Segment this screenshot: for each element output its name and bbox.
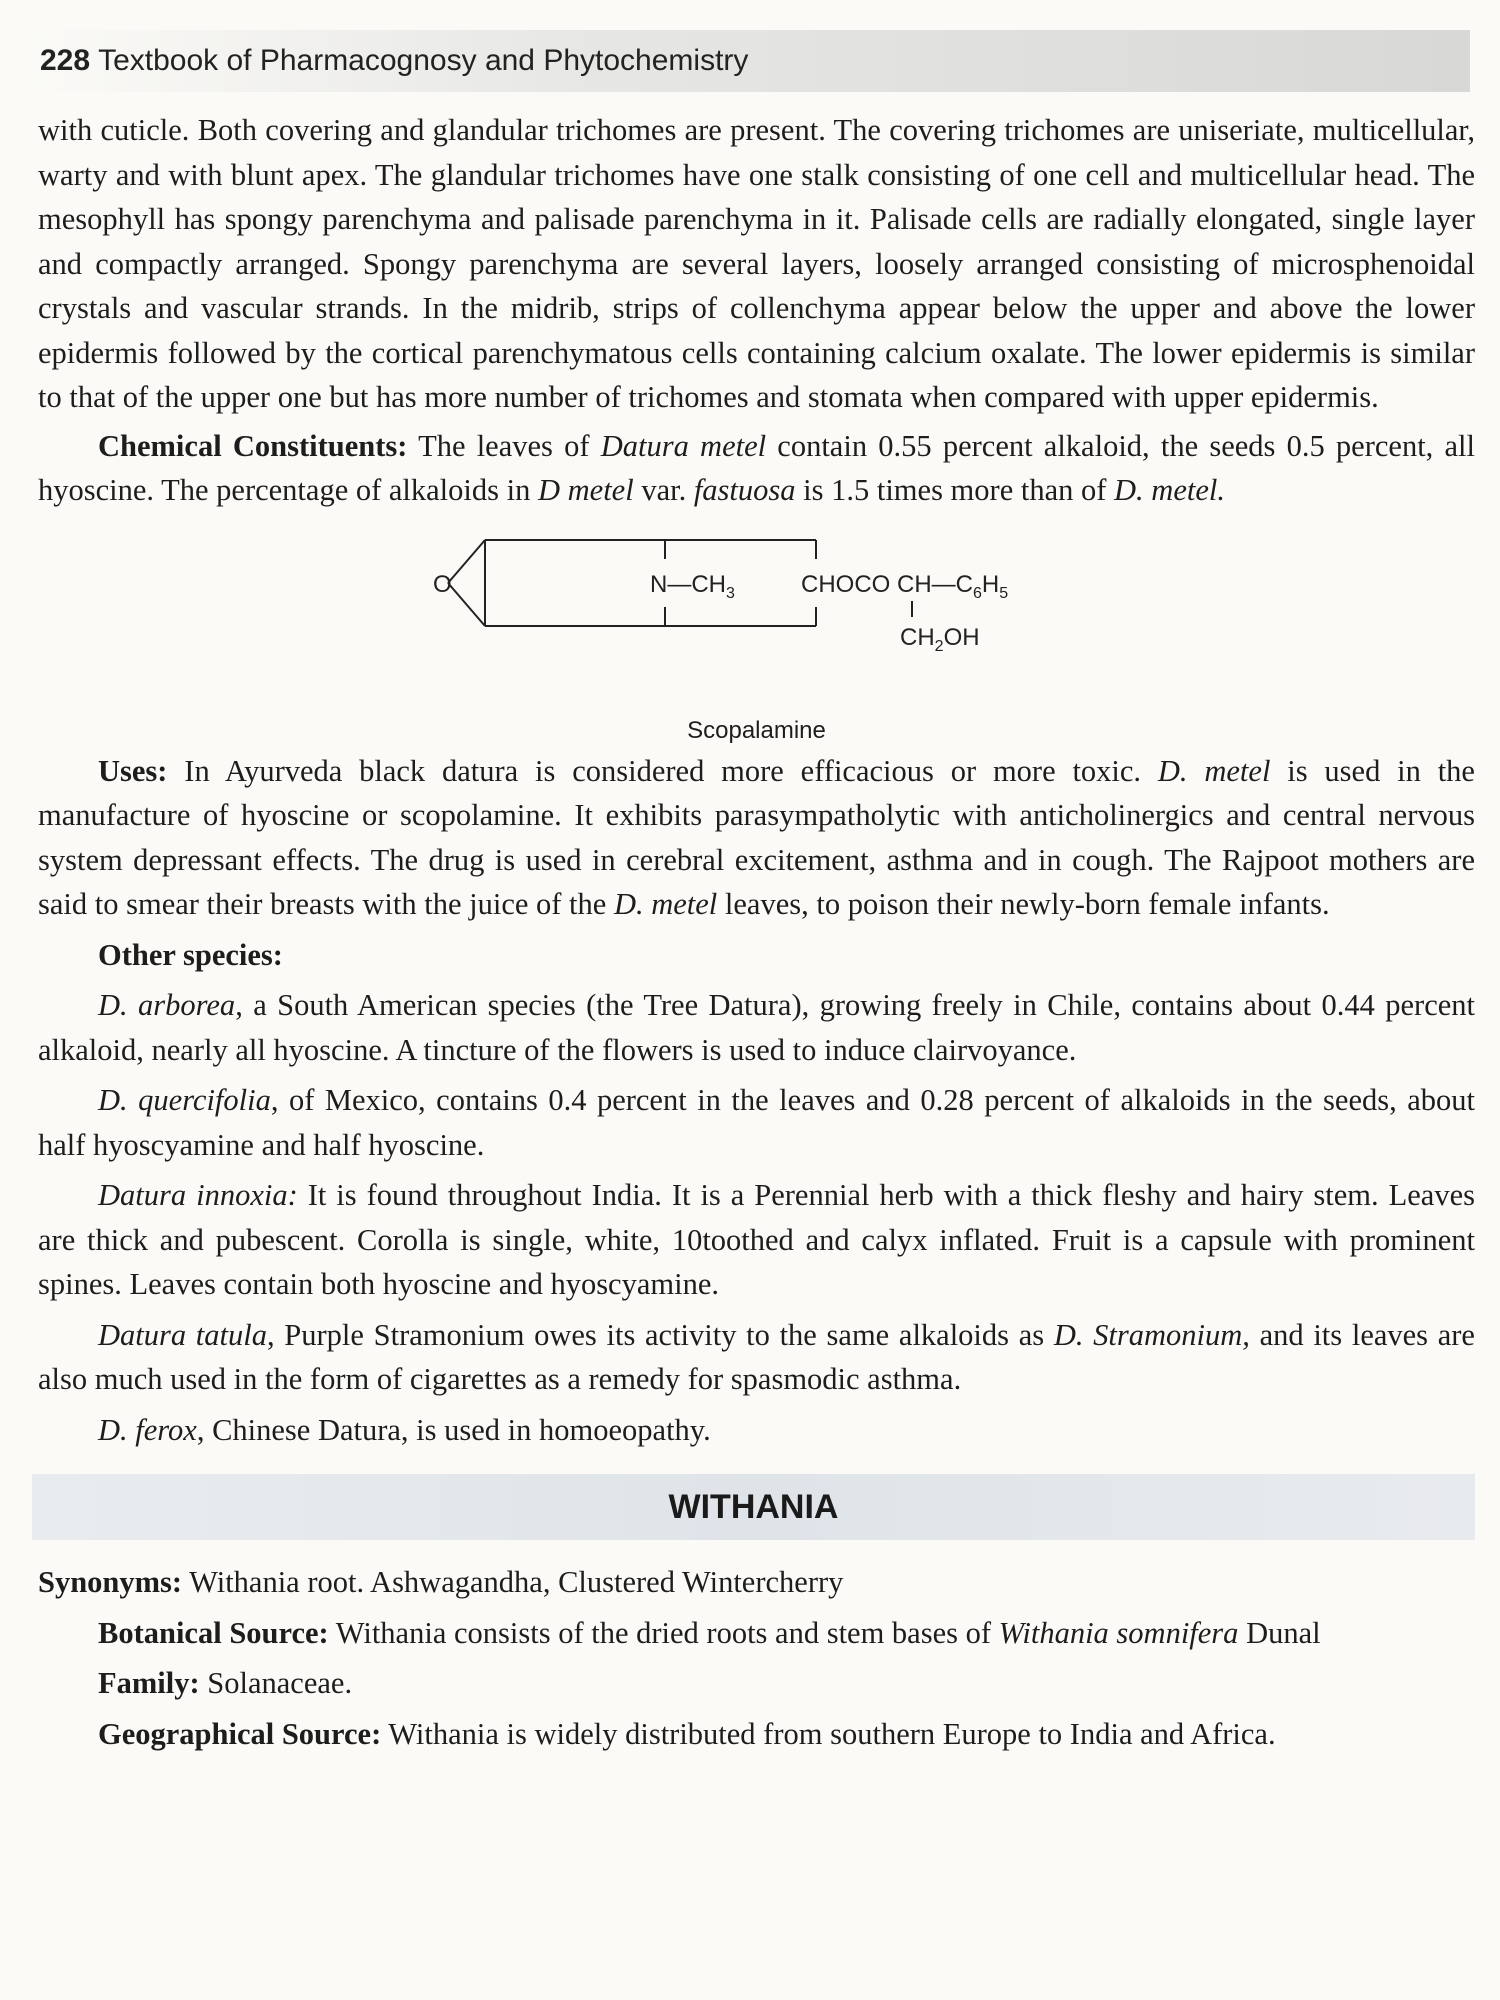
species-tatula: Datura tatula, Purple Stramonium owes its activity to the same alkaloids as D. Stramonium, and its leaves are also much used in the form of cigarettes as a remedy for spasmodic asthma. bbox=[38, 1317, 1475, 1396]
chemical-constituents-label: Chemical Constituents: bbox=[98, 428, 408, 463]
oxygen-atom: O bbox=[433, 570, 452, 598]
structure-diagram bbox=[38, 513, 1475, 713]
figure-caption: Scopalamine bbox=[687, 716, 826, 744]
n-methyl-group: $N—CH_3$ bbox=[650, 570, 735, 602]
paragraph-anatomy: with cuticle. Both covering and glandular trichomes are present. The covering trichomes are uniseriate, multicellular, warty and with blunt apex. The glandular trichomes have one stalk consisting of one cell and multicellular head. The mesophyll has spongy parenchyma and palisade parenchyma in it. Palisade cells are radially elongated, single layer and compactly arranged. Spongy parenchyma are several layers, loosely arranged consisting of microsphenoidal crystals and vascular strands. In the midrib, strips of collenchyma appear below the upper and above the lower epidermis followed by the cortical parenchymatous cells containing calcium oxalate. The lower epidermis is similar to that of the upper one but has more number of trichomes and stomata when compared with upper epidermis. bbox=[38, 113, 1475, 414]
hydroxymethyl-group: $CH_2OH$ bbox=[900, 623, 980, 655]
scopolamine-structure bbox=[38, 513, 1475, 713]
withania-botanical-source: Botanical Source: Withania consists of the dried roots and stem bases of Withania somnifera Dunal bbox=[98, 1615, 1321, 1650]
paragraph-chemical-constituents: Chemical Constituents: The leaves of Datura metel contain 0.55 percent alkaloid, the seeds 0.5 percent, all hyoscine. The percentage of alkaloids in D metel var. fastuosa is 1.5 times more than of D. metel. bbox=[38, 428, 1475, 507]
section-banner-withania: WITHANIA bbox=[32, 1474, 1475, 1540]
withania-family: Family: Solanaceae. bbox=[98, 1666, 353, 1700]
page-body bbox=[38, 108, 1475, 1756]
uses-label: Uses: bbox=[98, 753, 168, 788]
species-ferox: D. ferox, Chinese Datura, is used in homoeopathy. bbox=[98, 1412, 711, 1447]
other-species-heading: Other species: bbox=[98, 937, 283, 972]
species-arborea: D. arborea, a South American species (the Tree Datura), growing freely in Chile, contains about 0.44 percent alkaloid, nearly all hyoscine. A tincture of the flowers is used to induce clairvoyance. bbox=[38, 988, 1476, 1067]
page-header bbox=[30, 30, 1470, 92]
species-innoxia: Datura innoxia: It is found throughout India. It is a Perennial herb with a thick fleshy and hairy stem. Leaves are thick and pubescent. Corolla is single, white, 10toothed and calyx inflated. Fruit is a capsule with prominent spines. Leaves contain both hyoscine and hyoscyamine. bbox=[38, 1178, 1475, 1301]
ester-side-chain: CHOCO $CH—C_6H_5$ bbox=[801, 570, 1009, 602]
paragraph-uses: Uses: In Ayurveda black datura is considered more efficacious or more toxic. D. metel is used in the manufacture of hyoscine or scopolamine. It exhibits parasympatholytic with anticholinergics and central nervous system depressant effects. The drug is used in cerebral excitement, asthma and in cough. The Rajpoot mothers are said to smear their breasts with the juice of the D. metel leaves, to poison their newly-born female infants. bbox=[38, 753, 1475, 921]
species-quercifolia: D. quercifolia, of Mexico, contains 0.4 percent in the leaves and 0.28 percent of alkaloids in the seeds, about half hyoscyamine and half hyoscine. bbox=[38, 1083, 1475, 1162]
page-number: 228 bbox=[40, 44, 91, 77]
withania-geographical-source: Geographical Source: Withania is widely distributed from southern Europe to India and Africa. bbox=[98, 1716, 1276, 1751]
withania-synonyms: Synonyms: Withania root. Ashwagandha, Clustered Wintercherry bbox=[38, 1565, 844, 1599]
book-title: Textbook of Pharmacognosy and Phytochemistry bbox=[98, 44, 749, 77]
